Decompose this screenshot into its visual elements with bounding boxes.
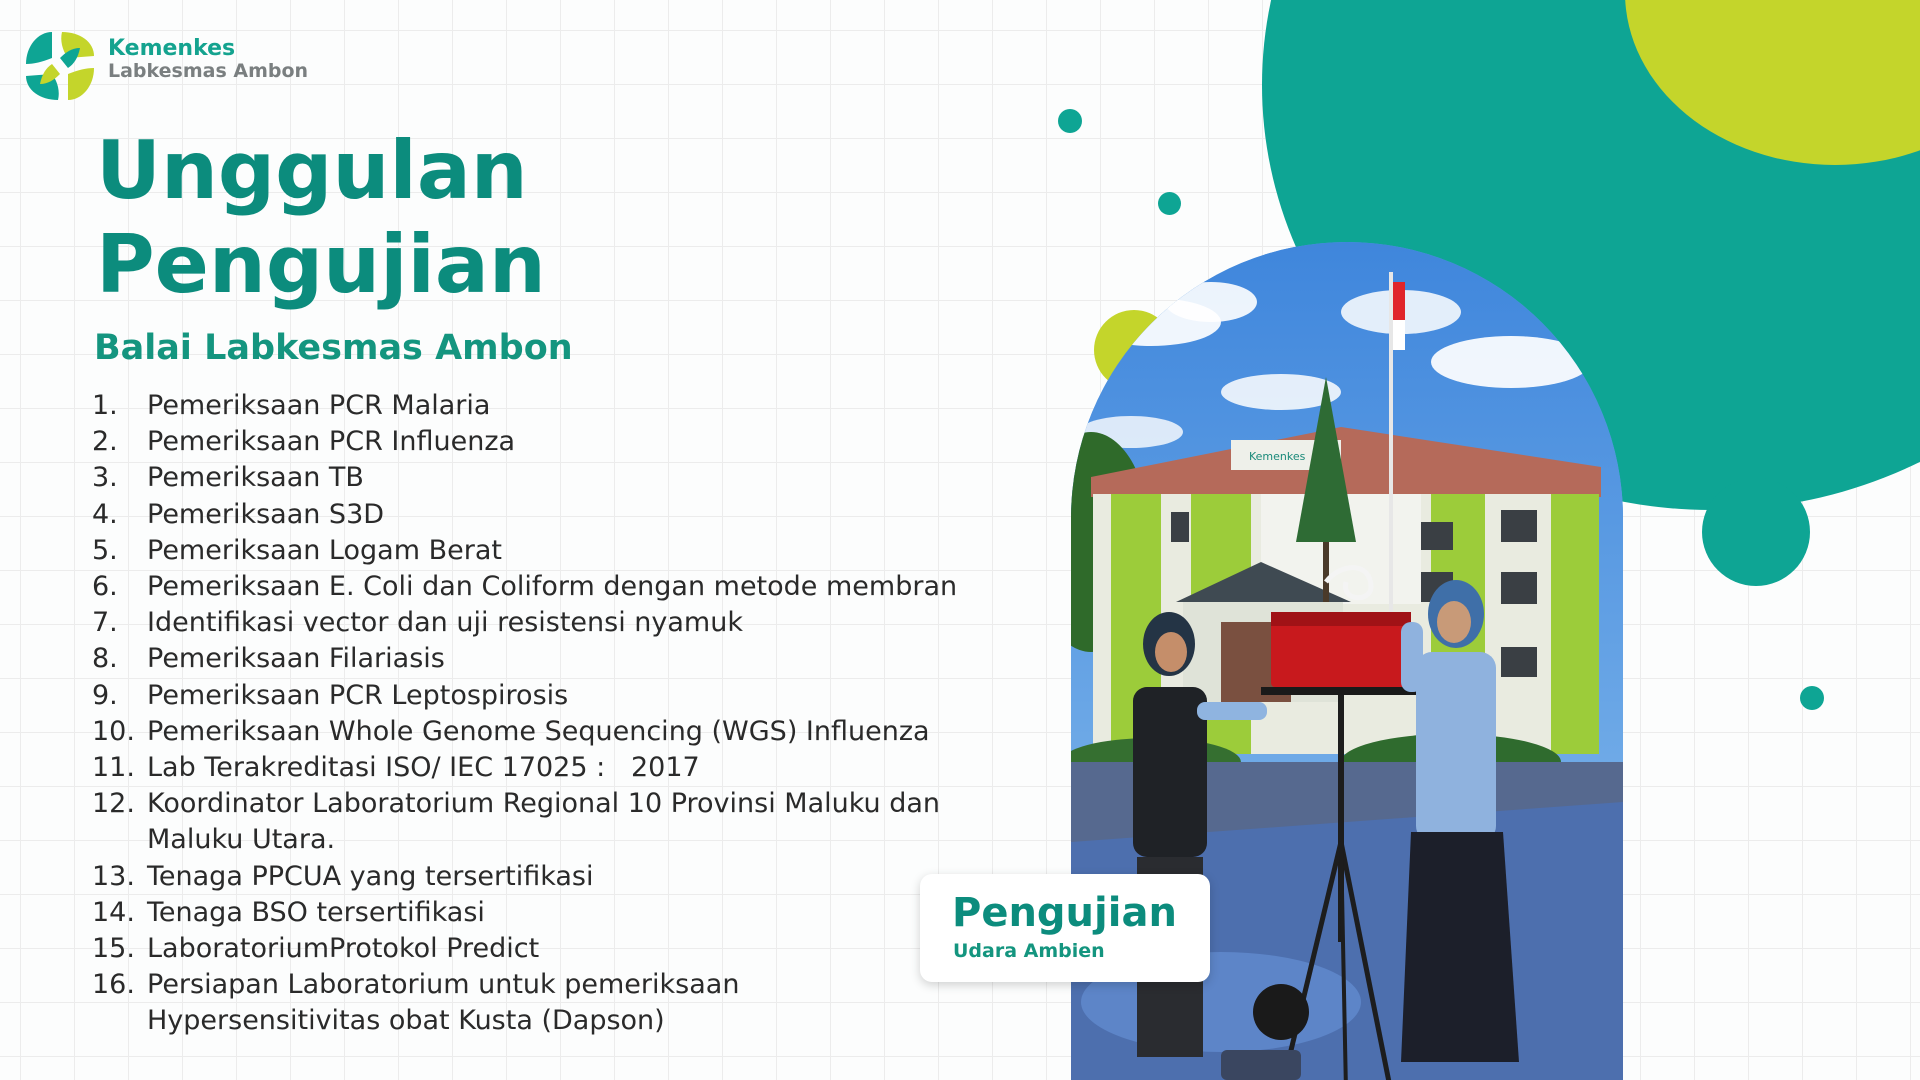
list-item-text: Lab Terakreditasi ISO/ IEC 17025 : 2017 [147,752,700,784]
list-item-text: Pemeriksaan TB [147,462,364,494]
list-item-number: 9. [92,679,118,711]
list-item-number: 14. [92,896,135,928]
list-item-text: Pemeriksaan PCR Leptospirosis [147,679,569,711]
list-item-number: 5. [92,534,118,566]
list-item [92,895,992,931]
list-item [92,569,992,605]
page-subtitle: Balai Labkesmas Ambon [94,328,573,368]
list-item-number: 1. [92,390,118,421]
teal-dot-decoration [1058,109,1082,133]
services-list [92,388,992,1040]
list-item-text: Pemeriksaan E. Coli dan Coliform dengan metode membran [147,571,958,603]
list-item-number: 11. [92,752,135,784]
list-item-text: Pemeriksaan Logam Berat [147,534,502,566]
list-item-number: 3. [92,462,118,494]
photo-caption-card [920,874,1210,982]
list-item-text: Pemeriksaan Filariasis [147,643,445,675]
list-item [92,460,992,496]
brand-name: Kemenkes [108,36,236,61]
list-item [92,786,992,858]
list-item [92,931,992,967]
list-item [92,714,992,750]
list-item-text: Pemeriksaan PCR Malaria [147,390,491,421]
list-item-number: 10. [92,715,135,747]
brand-block [108,36,308,83]
list-item [92,497,992,533]
list-item-text: LaboratoriumProtokol Predict [147,933,540,965]
list-item [92,605,992,641]
list-item-text: Tenaga PPCUA yang tersertifikasi [147,860,594,892]
caption-title: Pengujian [952,890,1177,936]
list-item [92,678,992,714]
building-sign-text: Kemenkes [1249,450,1306,463]
list-item-number: 2. [92,426,118,458]
teal-dot-decoration [1702,478,1810,586]
list-item [92,750,992,786]
page-title-line-2: Pengujian [96,218,546,311]
list-item [92,388,992,424]
list-item-text: Identifikasi vector dan uji resistensi nyamuk [147,607,743,639]
page-title-line-1: Unggulan [96,124,528,217]
list-item-text: Persiapan Laboratorium untuk pemeriksaan Hypersensitivitas obat Kusta (Dapson) [147,969,740,1037]
list-item-text: Pemeriksaan S3D [147,498,385,530]
list-item-number: 13. [92,860,135,892]
list-item [92,641,992,677]
list-item-number: 4. [92,498,118,530]
list-item-number: 12. [92,788,135,820]
list-item [92,424,992,460]
kemenkes-leaf-logo-icon [22,28,98,104]
list-item [92,859,992,895]
list-item-text: Tenaga BSO tersertifikasi [147,896,485,928]
list-item-number: 16. [92,969,135,1001]
list-item-text: Koordinator Laboratorium Regional 10 Provinsi Maluku dan Maluku Utara. [147,788,941,856]
brand-subname: Labkesmas Ambon [108,60,309,83]
list-item-number: 6. [92,571,118,603]
page-title [96,124,546,312]
list-item-number: 15. [92,933,135,965]
list-item-text: Pemeriksaan PCR Influenza [147,426,516,458]
list-item-number: 7. [92,607,118,639]
caption-subtitle: Udara Ambien [953,940,1105,962]
list-item-text: Pemeriksaan Whole Genome Sequencing (WGS) Influenza [147,715,930,747]
list-item [92,967,992,1039]
list-item [92,533,992,569]
teal-dot-decoration [1800,686,1824,710]
teal-dot-decoration [1158,192,1181,215]
list-item-number: 8. [92,643,118,675]
